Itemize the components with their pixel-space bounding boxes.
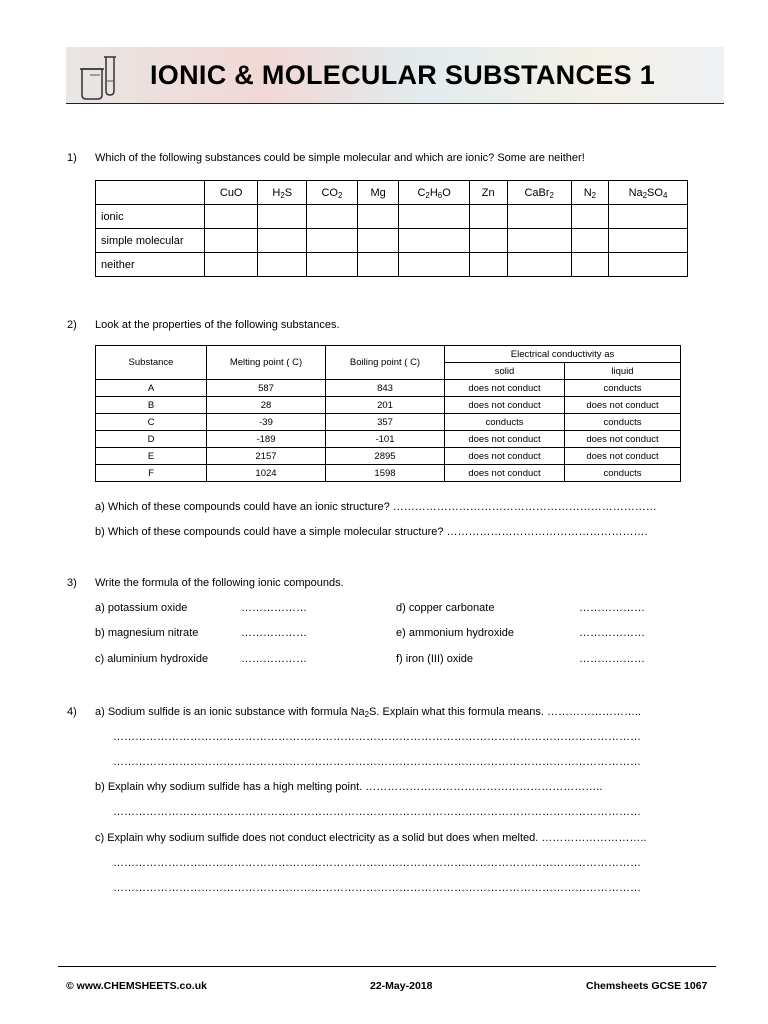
- header-melting-point: Melting point ( C): [207, 346, 326, 380]
- liquid-conductivity-cell: conducts: [565, 380, 681, 397]
- question-1-text: Which of the following substances could be simple molecular and which are ionic? Some are neither!: [95, 152, 585, 164]
- table-row: [96, 397, 681, 414]
- answer-cell[interactable]: [357, 229, 399, 253]
- question-3f-label: f) iron (III) oxide: [396, 653, 474, 665]
- melting-point-cell: -39: [207, 414, 326, 431]
- table-row: [96, 253, 688, 277]
- answer-cell[interactable]: [608, 205, 687, 229]
- boiling-point-cell: 1598: [326, 465, 445, 482]
- answer-cell[interactable]: [258, 229, 307, 253]
- question-3c-label: c) aluminium hydroxide: [95, 653, 209, 665]
- formula-subscript: 2: [364, 709, 370, 719]
- column-header: $CO_2$: [307, 181, 358, 205]
- solid-conductivity-cell: does not conduct: [445, 465, 565, 482]
- properties-table: [95, 345, 681, 482]
- answer-cell[interactable]: [357, 253, 399, 277]
- boiling-point-cell: -101: [326, 431, 445, 448]
- header-solid: solid: [445, 363, 565, 380]
- question-3-text: Write the formula of the following ionic compounds.: [95, 577, 344, 589]
- column-header: $H_2S$: [258, 181, 307, 205]
- table-row: [96, 431, 681, 448]
- answer-cell[interactable]: [205, 253, 258, 277]
- column-header: $Na_2SO_4$: [608, 181, 687, 205]
- footer-code: Chemsheets GCSE 1067: [586, 980, 708, 992]
- answer-line[interactable]: ………………………………………………………………………………………………………………………………: [113, 756, 641, 768]
- answer-cell[interactable]: [571, 229, 608, 253]
- question-4c: c) Explain why sodium sulfide does not conduct electricity as a solid but does when melted. ………………………..: [95, 832, 647, 844]
- answer-line[interactable]: ………………………………………………………………………………………………………………………………: [113, 806, 641, 818]
- answer-cell[interactable]: [205, 205, 258, 229]
- answer-line[interactable]: ………………………………………………………………………………………………………………………………: [113, 882, 641, 894]
- answer-cell[interactable]: [399, 229, 469, 253]
- column-header: CaBr$_2$: [507, 181, 571, 205]
- question-4b: b) Explain why sodium sulfide has a high melting point. ………………………………………………………..: [95, 781, 603, 793]
- row-label-simple-molecular: simple molecular: [96, 229, 205, 253]
- answer-cell[interactable]: [571, 253, 608, 277]
- liquid-conductivity-cell: does not conduct: [565, 448, 681, 465]
- liquid-conductivity-cell: conducts: [565, 465, 681, 482]
- boiling-point-cell: 201: [326, 397, 445, 414]
- substance-cell: A: [96, 380, 207, 397]
- column-header: Mg: [357, 181, 399, 205]
- question-2-number: 2): [67, 319, 77, 331]
- solid-conductivity-cell: does not conduct: [445, 380, 565, 397]
- solid-conductivity-cell: conducts: [445, 414, 565, 431]
- lab-glassware-icon: [76, 51, 120, 101]
- header-substance: Substance: [96, 346, 207, 380]
- substance-cell: C: [96, 414, 207, 431]
- header-conductivity: Electrical conductivity as: [445, 346, 681, 363]
- corner-cell: [96, 181, 205, 205]
- answer-cell[interactable]: [469, 253, 507, 277]
- table-row: [96, 448, 681, 465]
- answer-cell[interactable]: [571, 205, 608, 229]
- question-3b-label: b) magnesium nitrate: [95, 627, 199, 639]
- question-1-table: [95, 180, 688, 277]
- footer-website: © www.CHEMSHEETS.co.uk: [66, 980, 207, 992]
- answer-cell[interactable]: [399, 205, 469, 229]
- answer-blank[interactable]: ………………: [241, 602, 307, 614]
- melting-point-cell: -189: [207, 431, 326, 448]
- column-header: Zn: [469, 181, 507, 205]
- answer-cell[interactable]: [507, 253, 571, 277]
- melting-point-cell: 2157: [207, 448, 326, 465]
- question-2-text: Look at the properties of the following substances.: [95, 319, 340, 331]
- melting-point-cell: 587: [207, 380, 326, 397]
- answer-cell[interactable]: [469, 229, 507, 253]
- question-4a-suffix: S. Explain what this formula means. ……………………..: [369, 706, 642, 718]
- answer-blank[interactable]: ………………: [579, 602, 645, 614]
- answer-cell[interactable]: [307, 229, 358, 253]
- answer-cell[interactable]: [507, 229, 571, 253]
- row-label-neither: neither: [96, 253, 205, 277]
- question-4a: [95, 706, 641, 718]
- liquid-conductivity-cell: does not conduct: [565, 397, 681, 414]
- answer-cell[interactable]: [307, 253, 358, 277]
- answer-cell[interactable]: [258, 253, 307, 277]
- answer-cell[interactable]: [357, 205, 399, 229]
- liquid-conductivity-cell: does not conduct: [565, 431, 681, 448]
- footer-date: 22-May-2018: [370, 980, 433, 992]
- answer-cell[interactable]: [507, 205, 571, 229]
- table-row: [96, 380, 681, 397]
- question-3a-label: a) potassium oxide: [95, 602, 188, 614]
- question-2a: a) Which of these compounds could have an ionic structure? ………………………………………………………………: [95, 501, 657, 513]
- substance-cell: D: [96, 431, 207, 448]
- question-2b: b) Which of these compounds could have a simple molecular structure? ……………………………………………….: [95, 526, 648, 538]
- answer-blank[interactable]: ………………: [579, 653, 645, 665]
- solid-conductivity-cell: does not conduct: [445, 431, 565, 448]
- boiling-point-cell: 843: [326, 380, 445, 397]
- table-row: [96, 465, 681, 482]
- answer-line[interactable]: ………………………………………………………………………………………………………………………………: [113, 857, 641, 869]
- column-header: CuO: [205, 181, 258, 205]
- row-label-ionic: ionic: [96, 205, 205, 229]
- answer-blank[interactable]: ………………: [241, 627, 307, 639]
- substance-cell: E: [96, 448, 207, 465]
- answer-cell[interactable]: [608, 253, 687, 277]
- table-row: [96, 414, 681, 431]
- answer-cell[interactable]: [307, 205, 358, 229]
- question-1-number: 1): [67, 152, 77, 164]
- melting-point-cell: 28: [207, 397, 326, 414]
- question-3-number: 3): [67, 577, 77, 589]
- solid-conductivity-cell: does not conduct: [445, 448, 565, 465]
- question-3d-label: d) copper carbonate: [396, 602, 495, 614]
- question-3e-label: e) ammonium hydroxide: [396, 627, 514, 639]
- column-header: $C_2H_6O$: [399, 181, 469, 205]
- page-title: IONIC & MOLECULAR SUBSTANCES 1: [150, 60, 656, 90]
- substance-cell: B: [96, 397, 207, 414]
- substance-cell: F: [96, 465, 207, 482]
- answer-cell[interactable]: [258, 205, 307, 229]
- answer-line[interactable]: ………………………………………………………………………………………………………………………………: [113, 731, 641, 743]
- answer-cell[interactable]: [205, 229, 258, 253]
- solid-conductivity-cell: does not conduct: [445, 397, 565, 414]
- header-liquid: liquid: [565, 363, 681, 380]
- boiling-point-cell: 357: [326, 414, 445, 431]
- column-header: $N_2$: [571, 181, 608, 205]
- question-4a-prefix: a) Sodium sulfide is an ionic substance with formula Na: [95, 706, 365, 718]
- footer-divider: [58, 966, 716, 967]
- melting-point-cell: 1024: [207, 465, 326, 482]
- answer-cell[interactable]: [399, 253, 469, 277]
- answer-blank[interactable]: ………………: [579, 627, 645, 639]
- table-row: [96, 205, 688, 229]
- answer-blank[interactable]: ………………: [241, 653, 307, 665]
- answer-cell[interactable]: [608, 229, 687, 253]
- header-boiling-point: Boiling point ( C): [326, 346, 445, 380]
- table-row: [96, 229, 688, 253]
- question-4-number: 4): [67, 706, 77, 718]
- liquid-conductivity-cell: conducts: [565, 414, 681, 431]
- boiling-point-cell: 2895: [326, 448, 445, 465]
- answer-cell[interactable]: [469, 205, 507, 229]
